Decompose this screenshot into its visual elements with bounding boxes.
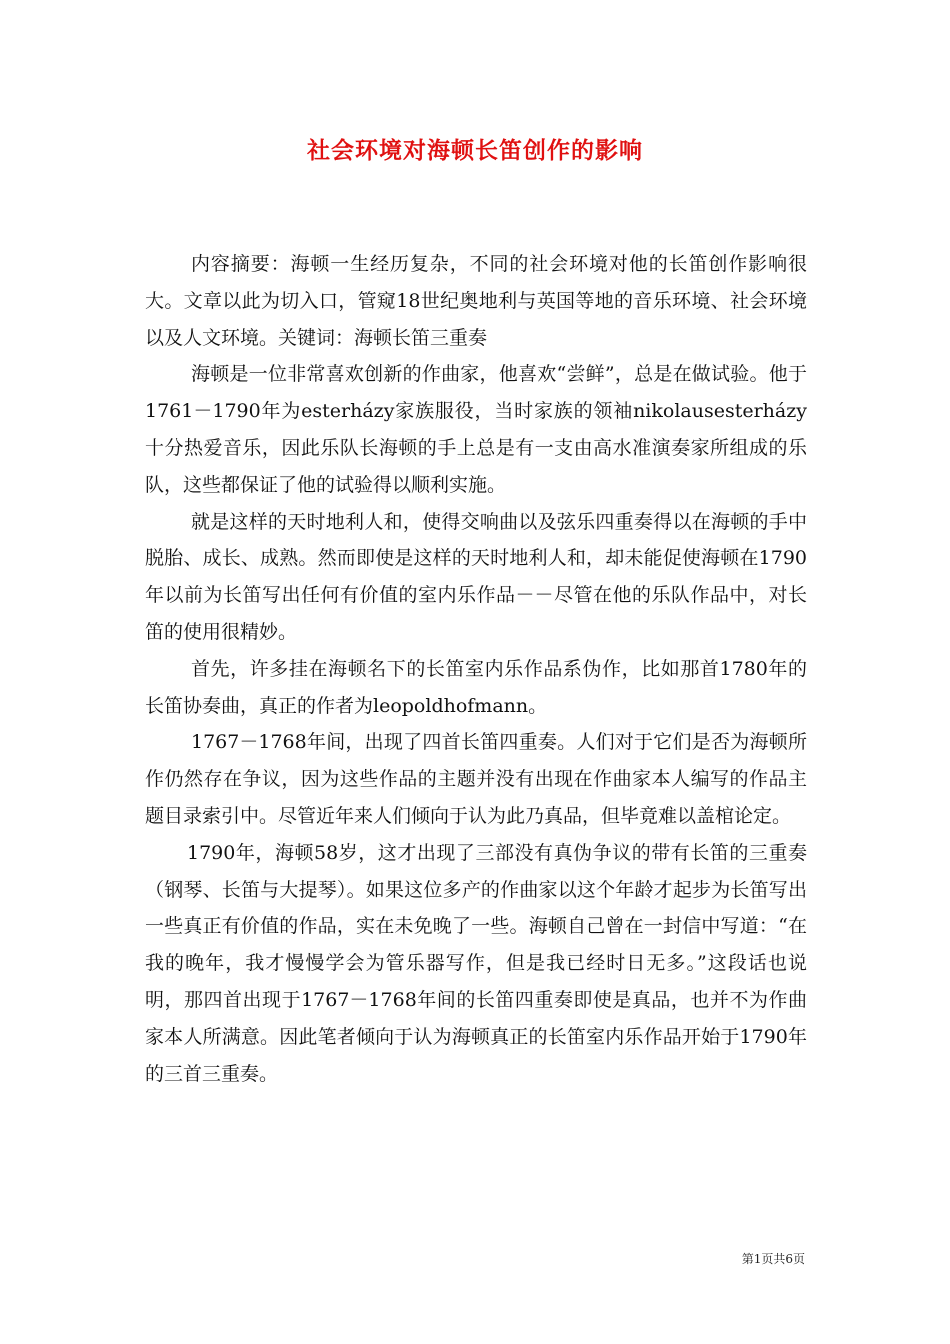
- paragraph-symphony: 就是这样的天时地利人和，使得交响曲以及弦乐四重奏得以在海顿的手中脱胎、成长、成熟。然而即使是这样的天时地利人和，却未能促使海顿在1790年以前为长笛写出任何有价值的室内乐作品－－尽管在他的乐队作品中，对长笛的使用很精妙。: [145, 510, 807, 643]
- document-body: [145, 246, 807, 1092]
- page-number: [742, 1250, 805, 1267]
- paragraph-abstract: 内容摘要：海顿一生经历复杂，不同的社会环境对他的长笛创作影响很大。文章以此为切入口，管窥18世纪奥地利与英国等地的音乐环境、社会环境以及人文环境。关键词：海顿长笛三重奏: [145, 253, 807, 349]
- paragraph-innovation: 海顿是一位非常喜欢创新的作曲家，他喜欢“尝鲜”，总是在做试验。他于1761－1790年为esterházy家族服役，当时家族的领袖nikolausesterházy十分热爱音乐，因此乐队长海顿的手上总是有一支由高水准演奏家所组成的乐队，这些都保证了他的试验得以顺利实施。: [145, 363, 807, 496]
- page-number-label: 第1页共6页: [741, 1252, 805, 1266]
- paragraph-forgeries: 首先，许多挂在海顿名下的长笛室内乐作品系伪作，比如那首1780年的长笛协奏曲，真正的作者为leopoldhofmann。: [145, 657, 807, 717]
- document-title: 社会环境对海顿长笛创作的影响: [307, 137, 643, 164]
- paragraph-quartets: 1767－1768年间，出现了四首长笛四重奏。人们对于它们是否为海顿所作仍然存在争议，因为这些作品的主题并没有出现在作曲家本人编写的作品主题目录索引中。尽管近年来人们倾向于认为此乃真品，但毕竟难以盖棺论定。: [145, 731, 807, 827]
- paragraph-trios: 1790年，海顿58岁，这才出现了三部没有真伪争议的带有长笛的三重奏（钢琴、长笛与大提琴）。如果这位多产的作曲家以这个年龄才起步为长笛写出一些真正有价值的作品，实在未免晚了一些。海顿自己曾在一封信中写道：“在我的晚年，我才慢慢学会为管乐器写作，但是我已经时日无多。”这段话也说明，那四首出现于1767－1768年间的长笛四重奏即使是真品，也并不为作曲家本人所满意。因此笔者倾向于认为海顿真正的长笛室内乐作品开始于1790年的三首三重奏。: [145, 841, 807, 1085]
